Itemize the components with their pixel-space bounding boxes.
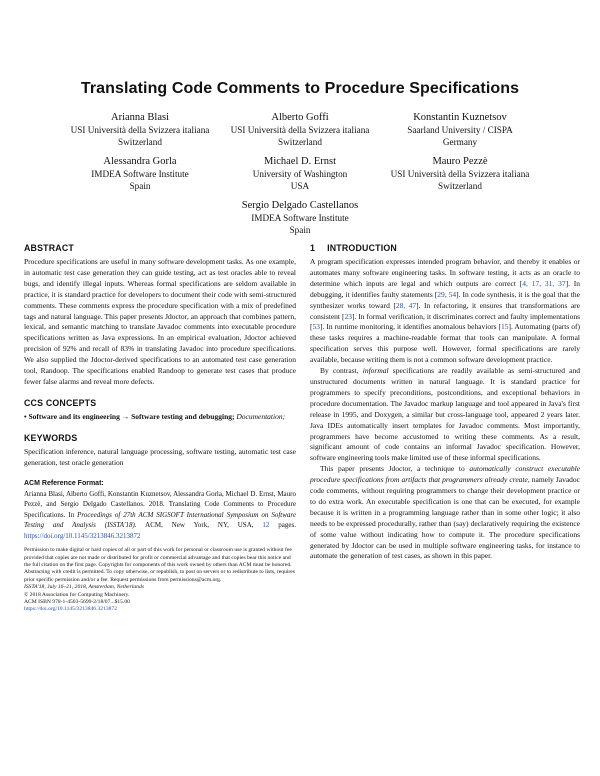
acm-reference-authors: Arianna Blasi, Alberto Goffi, Konstantin Kuznetsov, Alessandra Gorla, Michael D. Ernst, Mauro Pezzè, and Sergio Delgado Castellanos. 2018. Translating Code Comments to Procedure Specifications. In <box>24 489 296 519</box>
keywords-heading: KEYWORDS <box>24 432 78 443</box>
paper-title: Translating Code Comments to Procedure Specifications <box>80 80 520 97</box>
author-country: Switzerland <box>278 137 322 147</box>
permission-notice: Permission to make digital or hard copies of all or part of this work for personal or classroom use is granted without fee provided that copies are not made or distributed for profit or commercial advantage and that copies bear this notice and the full citation on the first page. Copyrights for components of this work owned by others than ACM must be honored. Abstracting with credit is permitted. To copy otherwise, or republish, to post on servers or to redistribute to lists, requires prior specific permission and/or a fee. Request permissions from permissions@acm.org. <box>24 547 295 583</box>
author-block <box>200 199 400 236</box>
permission-doi-link[interactable]: https://doi.org/10.1145/3213846.3213872 <box>24 606 118 613</box>
copyright-line: © 2018 Association for Computing Machinery. <box>24 591 130 598</box>
ccs-heading: CCS CONCEPTS <box>24 397 97 408</box>
acm-reference-pages-label: pages. <box>269 521 296 530</box>
abstract-text: Procedure specifications are useful in many software development tasks. As one example, in automatic test case generation they can guide testing, act as test oracles able to reveal bugs, and identify illegal inputs. Whereas formal specifications are seldom available in practice, it is standard practice for developers to document their code with semi-structured comments. These comments express the procedure specification with a mix of predefined tags and natural language. This paper presents Jdoctor, an approach that combines pattern, lexical, and semantic matching to translate Javadoc comments into executable procedure specifications written as Java expressions. In an empirical evaluation, Jdoctor achieved precision of 92% and recall of 83% in translating Javadoc into procedure specifications. We also supplied the Jdoctor-derived specifications to an automated test case generation tool, Randoop. The specifications enabled Randoop to generate test cases that produce fewer false alarms and reveal more defects. <box>24 257 296 386</box>
author-name: Arianna Blasi <box>110 112 170 123</box>
section-title: INTRODUCTION <box>327 243 397 253</box>
author-affiliation: IMDEA Software Institute <box>91 169 189 179</box>
keywords-text: Specification inference, natural language processing, software testing, automatic test case generation, test oracle generation <box>24 446 296 467</box>
ccs-concepts <box>24 412 296 423</box>
acm-reference-location: ACM, New York, NY, USA, <box>136 521 263 530</box>
author-name: Alberto Goffi <box>271 112 329 123</box>
author-name: Alessandra Gorla <box>103 156 177 167</box>
ccs-bullet: • Software and its engineering → Software testing and debugging; <box>24 411 235 421</box>
author-name: Mauro Pezzè <box>432 156 488 167</box>
acm-reference-pages: 12 <box>262 521 270 530</box>
author-country: Switzerland <box>438 181 482 191</box>
author-name: Michael D. Ernst <box>263 156 337 167</box>
conference-line <box>24 584 296 591</box>
acm-reference-venue: Proceedings of 27th ACM SIGSOFT International Symposium on Software Testing and Analysis (ISSTA'18). <box>24 510 296 530</box>
author-affiliation: USI Università della Svizzera italiana <box>70 125 210 135</box>
author-country: USA <box>290 181 310 191</box>
conference-info: ISSTA'18, July 16–21, 2018, Amsterdam, Netherlands <box>24 584 144 591</box>
author-country: Switzerland <box>118 137 162 147</box>
section-heading-introduction <box>310 243 580 254</box>
left-column <box>24 243 296 614</box>
author-block <box>360 111 560 148</box>
ccs-tail: Documentation; <box>236 411 286 421</box>
author-country: Germany <box>442 137 478 147</box>
author-affiliation: USI Università della Svizzera italiana <box>230 125 370 135</box>
intro-paragraph: By contrast, informal specifications are readily available as semi-structured and unstructured documents written in natural language. It is standard practice for programmers to specify preconditions, postconditions, and exceptional behaviors in procedure documentation. The Javadoc markup language and tool appeared in Java's first release in 1995, and Doxygen, a similar but cross-language tool, appeared 2 years later. Java IDEs automatically insert templates for Javadoc comments. Most importantly, programmers have become accustomed to writing these comments. As a result, significant amount of code contains an informal Javadoc specification. However, software engineering tools make limited use of these informal specifications. <box>310 366 580 463</box>
section-number: 1 <box>310 243 316 253</box>
author-name: Konstantin Kuznetsov <box>413 112 507 123</box>
acm-reference-doi-link[interactable]: https://doi.org/10.1145/3213846.3213872 <box>24 531 141 540</box>
abstract-heading: ABSTRACT <box>24 243 74 253</box>
author-affiliation: IMDEA Software Institute <box>251 213 349 223</box>
author-name: Sergio Delgado Castellanos <box>241 200 359 211</box>
author-affiliation: USI Università della Svizzera italiana <box>390 169 530 179</box>
author-country: Spain <box>289 225 311 235</box>
isbn-line: ACM ISBN 978-1-4503-5699-2/18/07...$15.00 <box>24 598 130 605</box>
author-block <box>360 155 560 192</box>
intro-paragraph: A program specification expresses intended program behavior, and thereby it enables or automates many software engineering tasks. In software testing, it acts as an oracle to determine which inputs are legal and which outputs are correct [4, 17, 31, 37]. In debugging, it identifies faulty statements [29, 54]. In code synthesis, it is the goal that the synthesizer works toward [28, 47]. In refactoring, it ensures that transformations are consistent [23]. In formal verification, it discriminates correct and faulty implementations [53]. In runtime monitoring, it identifies anomalous behaviors [15]. Automating (parts of) these tasks requires a machine-readable format that tools can manipulate. A formal specification serves this purpose well. However, formal specifications are rarely available, because writing them is not a common software development practice. <box>310 257 581 365</box>
acm-reference-text <box>24 489 296 542</box>
author-country: Spain <box>129 181 151 191</box>
acm-reference-heading: ACM Reference Format: <box>24 479 104 487</box>
right-column <box>310 243 580 562</box>
author-affiliation: University of Washington <box>252 169 348 179</box>
intro-paragraph: This paper presents Jdoctor, a technique to automatically construct executable procedure specifications from artifacts that programmers already create, namely Javadoc code comments, without requiring programmers to change their development practice or to do extra work. An executable specification is one that can be executed, for example because it is written in a programming language rather than in some other logic; it also needs to be expressed procedurally, rather than (say) declaratively requiring the existence of some value without indicating how to compute it. The procedure specifications generated by Jdoctor can be used in multiple software engineering tasks, for instance to automate the generation of test cases, as shown in this paper. <box>310 464 580 561</box>
author-affiliation: Saarland University / CISPA <box>407 125 513 135</box>
